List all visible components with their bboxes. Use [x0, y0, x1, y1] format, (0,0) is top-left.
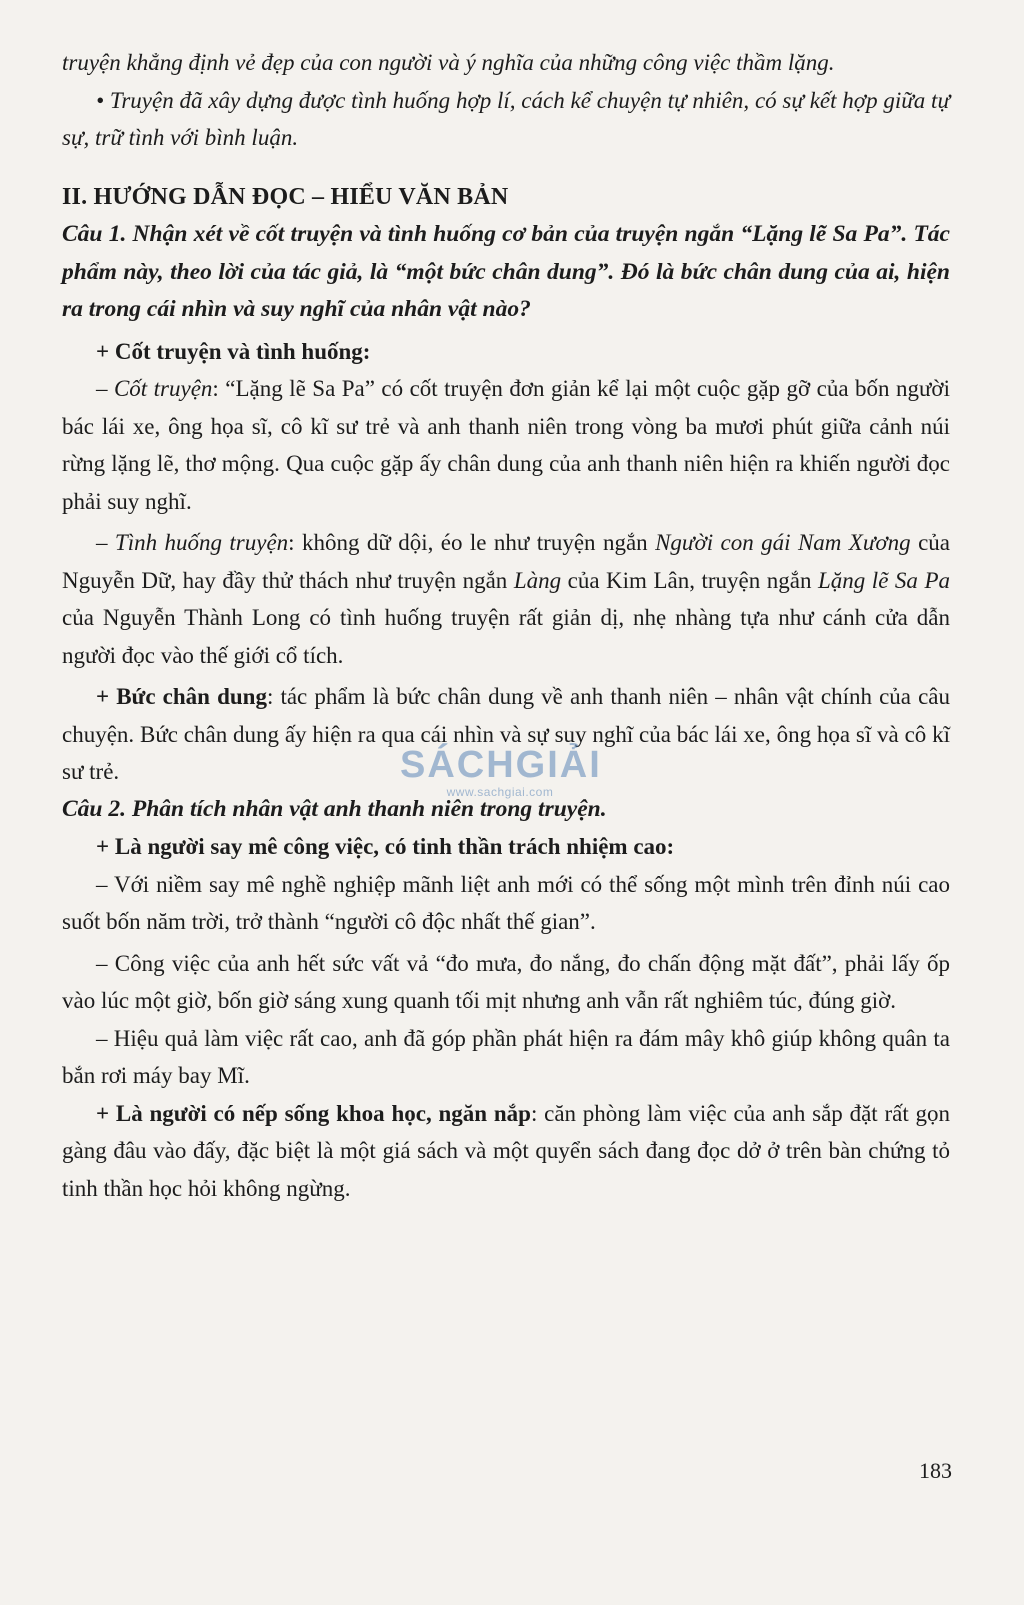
intro-paragraph: truyện khẳng định vẻ đẹp của con người và ý nghĩa của những công việc thầm lặng. [62, 50, 835, 75]
q1-portrait-paragraph [62, 678, 950, 791]
q2-heading-lifestyle-paragraph [62, 1095, 950, 1208]
intro-bullet: • Truyện đã xây dựng được tình huống hợp lí, cách kể chuyện tự nhiên, có sự kết hợp giữa tự sự, trữ tình với bình luận. [62, 87, 950, 150]
watermark-url: www.sachgiai.com [446, 785, 554, 799]
q1-plot-label: – Cốt truyện [96, 376, 213, 401]
q1-plot-text: : “Lặng lẽ Sa Pa” có cốt truyện đơn giản kể lại một cuộc gặp gỡ của bốn người bác lái xe, ông họa sĩ, cô kĩ sư trẻ và anh thanh niên trong vòng ba mươi phút giữa cảnh núi rừng lặng lẽ, thơ mộng. Qua cuộc gặp ấy chân dung của anh thanh niên hiện ra khiến người đọc phải suy nghĩ. [62, 376, 950, 514]
watermark-text: SÁCHGIẢI [400, 744, 602, 786]
question-1-title: Câu 1. Nhận xét về cốt truyện và tình huống cơ bản của truyện ngắn “Lặng lẽ Sa Pa”. Tác phẩm này, theo lời của tác giả, là “một bức chân dung”. Đó là bức chân dung của ai, hiện ra trong cái nhìn và suy nghĩ của nhân vật nào? [62, 221, 950, 322]
q2-paragraph-3: – Hiệu quả làm việc rất cao, anh đã góp phần phát hiện ra đám mây khô giúp không quân ta bắn rơi máy bay Mĩ. [62, 1025, 950, 1088]
q2-paragraph-2: – Công việc của anh hết sức vất vả “đo mưa, đo nắng, đo chấn động mặt đất”, phải lấy ốp vào lúc một giờ, bốn giờ sáng xung quanh tối mịt nhưng anh vẫn rất nghiêm túc, đúng giờ. [62, 950, 950, 1013]
q1-situation-text-d: của Nguyễn Thành Long có tình huống truyện rất giản dị, nhẹ nhàng tựa như cánh cửa dẫn người đọc vào thế giới cổ tích. [62, 605, 950, 668]
q1-situation-paragraph [62, 524, 950, 674]
q1-situation-text-b: của Nguyễn Dữ, hay đầy thử thách như truyện ngắn [62, 530, 950, 593]
q1-situation-label: – Tình huống truyện [96, 530, 289, 555]
q2-paragraph-1: – Với niềm say mê nghề nghiệp mãnh liệt anh mới có thể sống một mình trên đỉnh núi cao suốt bốn năm trời, trở thành “người cô độc nhất thế gian”. [62, 871, 950, 934]
question-2-title: Câu 2. Phân tích nhân vật anh thanh niên trong truyện. [62, 795, 607, 822]
page-number: 183 [919, 1458, 952, 1483]
q1-portrait-label: + Bức chân dung [96, 684, 267, 709]
q1-situation-text-a: : không dữ dội, éo le như truyện ngắn [288, 530, 656, 555]
q1-situation-text-c: của Kim Lân, truyện ngắn [561, 567, 818, 593]
q2-lifestyle-text: : căn phòng làm việc của anh sắp đặt rất gọn gàng đâu vào đấy, đặc biệt là một giá sách và một quyển sách đang đọc dở ở trên bàn chứng tỏ tinh thần học hỏi không ngừng. [62, 1100, 950, 1201]
q1-plot-paragraph [62, 370, 950, 520]
q1-heading-plot: + Cốt truyện và tình huống: [96, 338, 371, 364]
work-title-nguoi-con-gai-nam-xuong: Người con gái Nam Xương [655, 530, 911, 555]
section-title: II. HƯỚNG DẪN ĐỌC – HIỂU VĂN BẢN [62, 183, 509, 210]
q2-lifestyle-label: + Là người có nếp sống khoa học, ngăn nắp [96, 1100, 531, 1126]
work-title-lang: Làng [513, 567, 562, 593]
work-title-lang-le-sa-pa: Lặng lẽ Sa Pa [818, 567, 950, 593]
page-content [62, 44, 950, 1207]
q1-portrait-text: : tác phẩm là bức chân dung về anh thanh niên – nhân vật chính của câu chuyện. Bức chân dung ấy hiện ra qua cái nhìn và sự suy nghĩ của bác lái xe, ông họa sĩ và cô kĩ sư trẻ. [62, 684, 951, 784]
q2-heading-dedication: + Là người say mê công việc, có tinh thần trách nhiệm cao: [96, 834, 675, 859]
